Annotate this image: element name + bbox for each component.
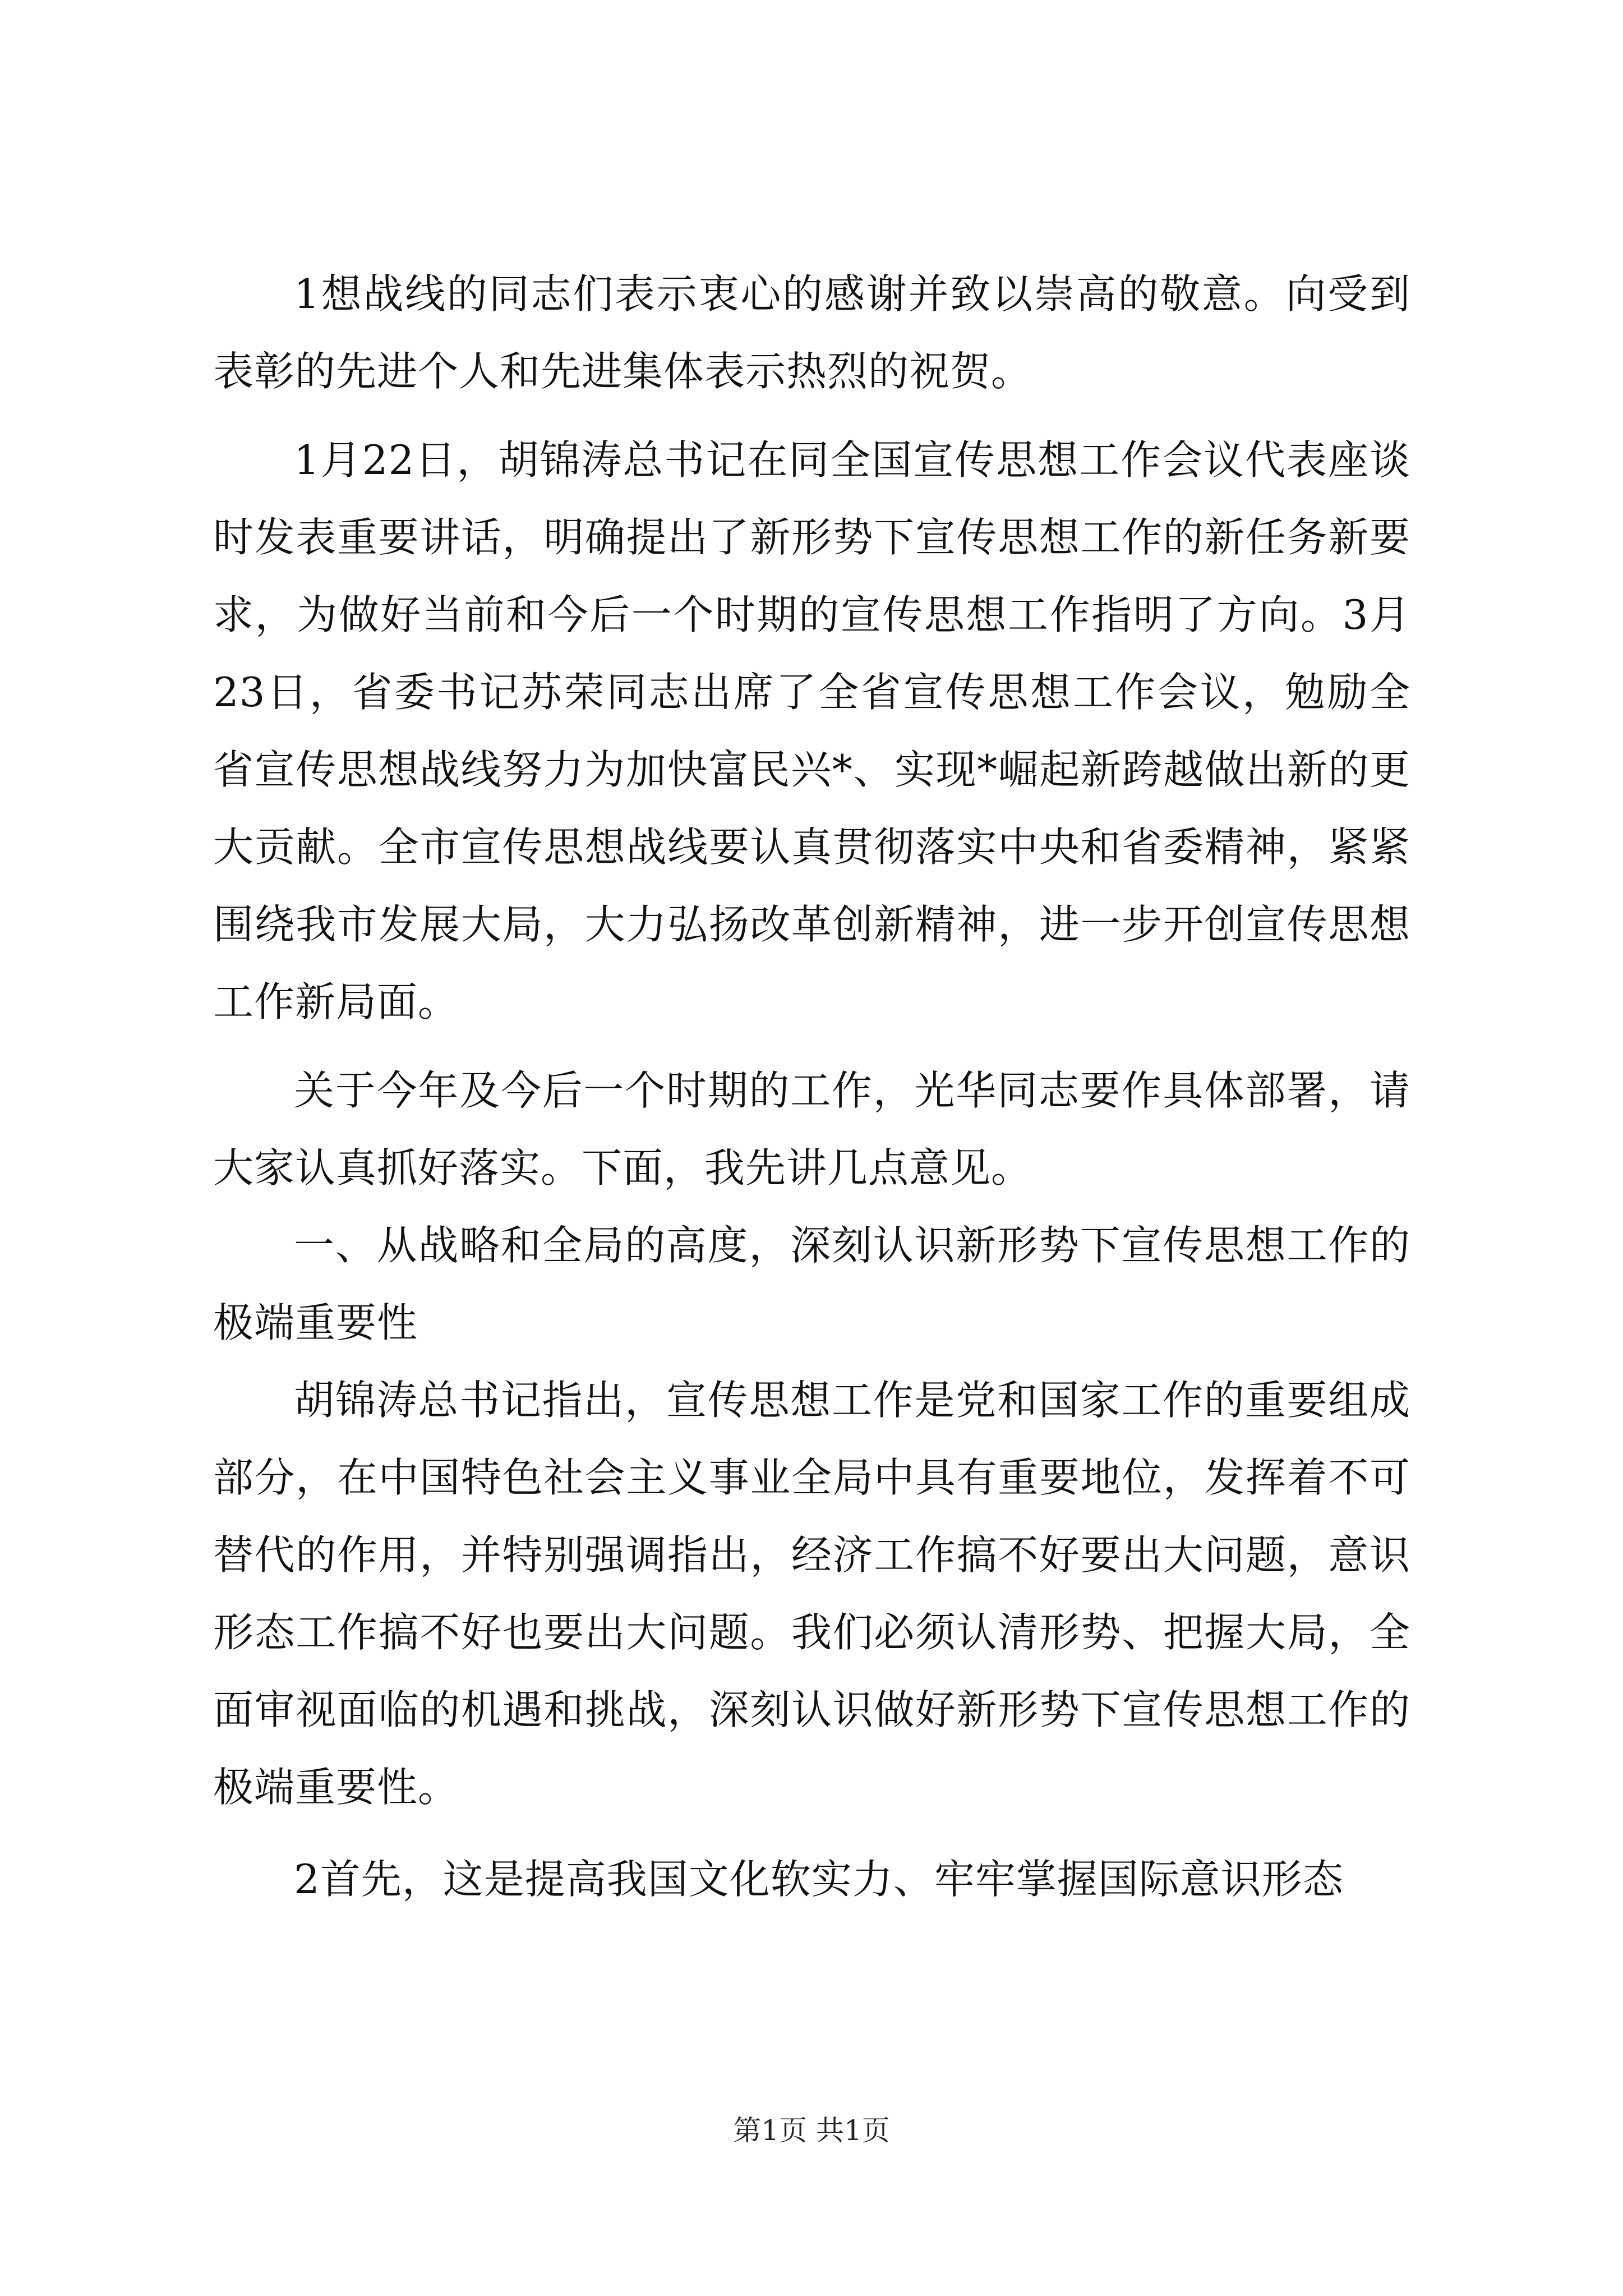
paragraph-3: 关于今年及今后一个时期的工作，光华同志要作具体部署，请大家认真抓好落实。下面，我先讲几点意见。 (213, 1067, 1410, 1191)
paragraph-5: 2首先，这是提高我国文化软实力、牢牢掌握国际意识形态 (294, 1856, 1344, 1903)
paragraph-4: 胡锦涛总书记指出，宣传思想工作是党和国家工作的重要组成部分，在中国特色社会主义事业全局中具有重要地位，发挥着不可替代的作用，并特别强调指出，经济工作搞不好要出大问题，意识形态工作搞不好也要出大问题。我们必须认清形势、把握大局，全面审视面临的机遇和挑战，深刻认识做好新形势下宣传思想工作的极端重要性。 (213, 1377, 1410, 1811)
paragraph-2: 1月22日，胡锦涛总书记在同全国宣传思想工作会议代表座谈时发表重要讲话，明确提出了新形势下宣传思想工作的新任务新要求，为做好当前和今后一个时期的宣传思想工作指明了方向。3月23日，省委书记苏荣同志出席了全省宣传思想工作会议，勉励全省宣传思想战线努力为加快富民兴*、实现*崛起新跨越做出新的更大贡献。全市宣传思想战线要认真贯彻落实中央和省委精神，紧紧围绕我市发展大局，大力弘扬改革创新精神，进一步开创宣传思想工作新局面。 (213, 436, 1410, 1025)
section-heading-1: 一、从战略和全局的高度，深刻认识新形势下宣传思想工作的极端重要性 (213, 1222, 1410, 1346)
document-body (213, 255, 1410, 1918)
paragraph-1: 1想战线的同志们表示衷心的感谢并致以崇高的敬意。向受到表彰的先进个人和先进集体表示热烈的祝贺。 (213, 270, 1410, 395)
page-number-footer: 第1页 共1页 (733, 2114, 890, 2147)
